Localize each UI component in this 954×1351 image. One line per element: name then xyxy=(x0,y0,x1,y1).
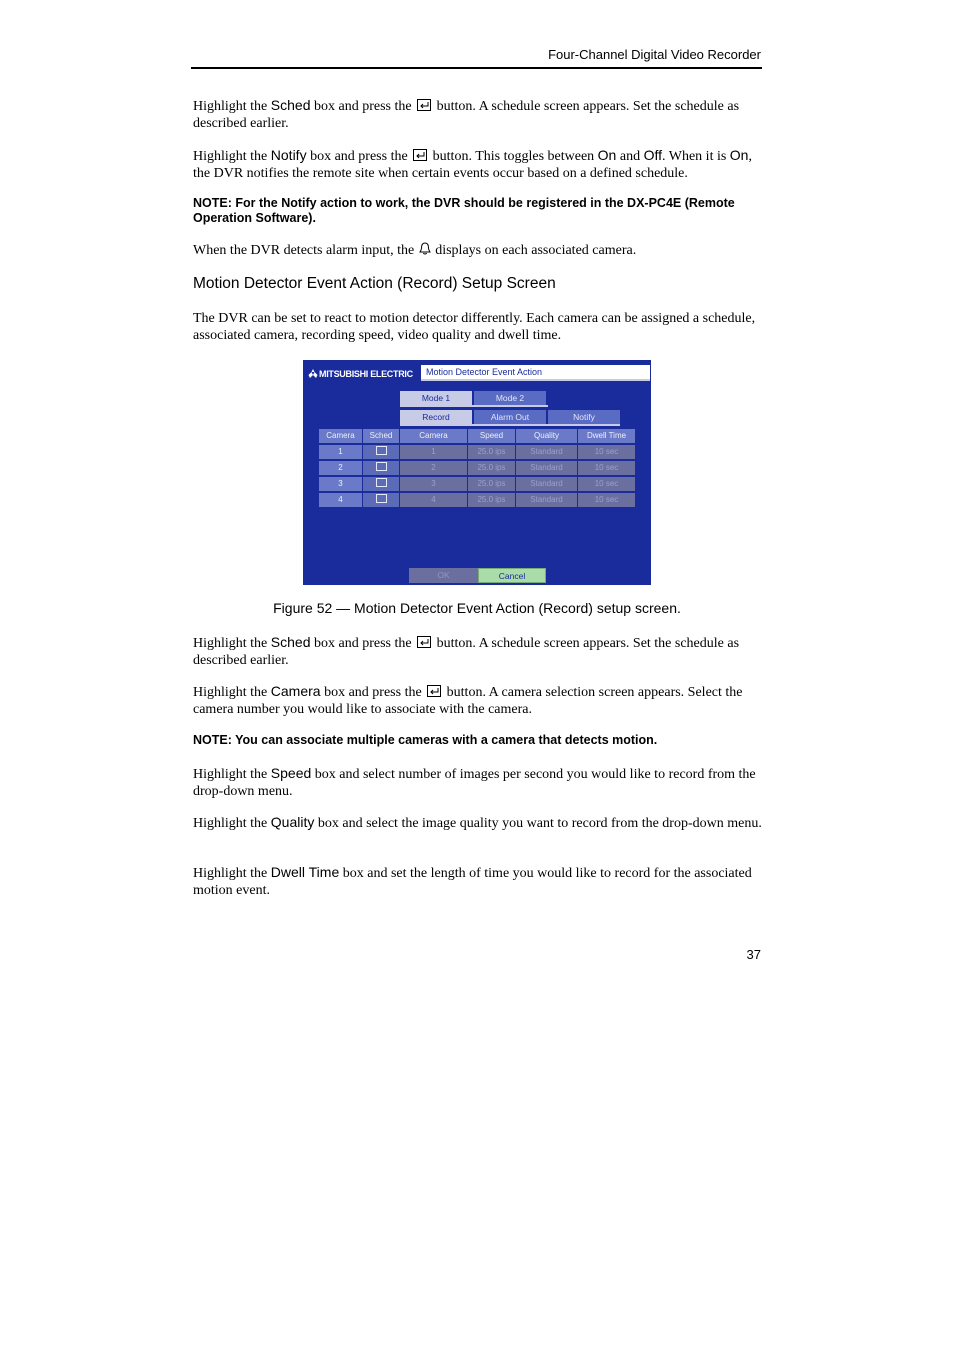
assoc-camera-cell[interactable]: 3 xyxy=(400,477,467,491)
dvr-title: Motion Detector Event Action xyxy=(421,365,650,379)
quality-cell[interactable]: Standard xyxy=(516,477,577,491)
paragraph-dwell-time xyxy=(193,864,768,899)
quality-cell[interactable]: Standard xyxy=(516,445,577,459)
text: box and press the xyxy=(310,636,416,651)
page-number: 37 xyxy=(746,947,761,962)
text: button. This toggles between xyxy=(429,149,598,164)
paragraph-speed xyxy=(193,765,768,800)
row-camera-number: 1 xyxy=(319,445,362,459)
column-header-camera: Camera xyxy=(319,429,362,443)
text: Highlight the xyxy=(193,816,271,831)
speed-cell[interactable]: 25.0 ips xyxy=(468,477,515,491)
section-heading: Motion Detector Event Action (Record) Setup Screen xyxy=(193,275,556,292)
paragraph-sched-1 xyxy=(193,97,768,132)
column-header-assoc-camera: Camera xyxy=(400,429,467,443)
text: Highlight the xyxy=(193,767,271,782)
mitsubishi-logo-icon xyxy=(308,369,318,378)
row-camera-number: 2 xyxy=(319,461,362,475)
quality-cell[interactable]: Standard xyxy=(516,493,577,507)
assoc-camera-cell[interactable]: 2 xyxy=(400,461,467,475)
text: Highlight the xyxy=(193,149,271,164)
enter-button-icon xyxy=(417,99,431,111)
paragraph-intro: The DVR can be set to react to motion detector differently. Each camera can be assigned a schedule, associated camera, recording speed, video quality and dwell time. xyxy=(193,311,756,343)
keyword-off: Off xyxy=(643,147,662,163)
tab-underline xyxy=(400,424,620,426)
sched-cell[interactable] xyxy=(363,445,399,459)
column-header-quality: Quality xyxy=(516,429,577,443)
column-header-sched: Sched xyxy=(363,429,399,443)
tab-mode-2[interactable]: Mode 2 xyxy=(474,391,546,405)
speed-cell[interactable]: 25.0 ips xyxy=(468,445,515,459)
text: box and press the xyxy=(320,685,426,700)
text: and xyxy=(616,149,644,164)
dwell-time-cell[interactable]: 10 sec xyxy=(578,445,635,459)
sched-cell[interactable] xyxy=(363,461,399,475)
keyword-sched: Sched xyxy=(270,97,311,113)
tab-alarm-out[interactable]: Alarm Out xyxy=(474,410,546,424)
cancel-button[interactable]: Cancel xyxy=(478,568,546,583)
text: Highlight the xyxy=(193,866,271,881)
speed-cell[interactable]: 25.0 ips xyxy=(468,493,515,507)
keyword-sched: Sched xyxy=(270,634,311,650)
text: box and select the image quality you want to record from the drop-down menu. xyxy=(314,816,762,831)
text: displays on each associated camera. xyxy=(431,243,637,258)
enter-button-icon xyxy=(427,685,441,697)
note-associate: NOTE: You can associate multiple cameras with a camera that detects motion. xyxy=(193,733,658,747)
text: box and press the xyxy=(310,99,416,114)
header-title: Four-Channel Digital Video Recorder xyxy=(548,47,761,62)
row-camera-number: 4 xyxy=(319,493,362,507)
text: . When it is xyxy=(662,149,730,164)
keyword-on: On xyxy=(729,147,749,163)
speed-cell[interactable]: 25.0 ips xyxy=(468,461,515,475)
sched-cell[interactable] xyxy=(363,477,399,491)
assoc-camera-cell[interactable]: 1 xyxy=(400,445,467,459)
text: , the DVR notifies the remote site when certain events occur based on a defined schedule. xyxy=(193,149,752,181)
text: Highlight the xyxy=(193,636,271,651)
figure-caption: Figure 52 — Motion Detector Event Action (Record) setup screen. xyxy=(273,600,681,616)
text: button. A schedule screen appears. Set the schedule as described earlier. xyxy=(193,636,740,668)
note-notify: NOTE: For the Notify action to work, the DVR should be registered in the DX-PC4E (Remote Operation Software). xyxy=(193,196,735,225)
schedule-icon xyxy=(376,494,387,503)
keyword-notify: Notify xyxy=(270,147,307,163)
keyword-speed: Speed xyxy=(270,765,312,781)
keyword-on: On xyxy=(597,147,617,163)
paragraph-camera xyxy=(193,683,768,718)
header-rule xyxy=(191,67,762,69)
schedule-icon xyxy=(376,462,387,471)
text: box and press the xyxy=(306,149,412,164)
tab-notify[interactable]: Notify xyxy=(548,410,620,424)
text: button. A schedule screen appears. Set the schedule as described earlier. xyxy=(193,99,740,131)
mitsubishi-logo xyxy=(308,369,413,379)
assoc-camera-cell[interactable]: 4 xyxy=(400,493,467,507)
paragraph-notify xyxy=(193,147,768,182)
enter-button-icon xyxy=(417,636,431,648)
paragraph-alarm xyxy=(193,242,768,261)
logo-text: MITSUBISHI ELECTRIC xyxy=(319,369,413,379)
text: Highlight the xyxy=(193,99,271,114)
schedule-icon xyxy=(376,478,387,487)
dwell-time-cell[interactable]: 10 sec xyxy=(578,461,635,475)
text: button. A camera selection screen appears. Select the camera number you would like to associate with the camera. xyxy=(193,685,743,717)
column-header-dwell-time: Dwell Time xyxy=(578,429,635,443)
dwell-time-cell[interactable]: 10 sec xyxy=(578,477,635,491)
tab-underline xyxy=(400,405,548,407)
text: box and set the length of time you would like to record for the associated motion event. xyxy=(193,866,752,898)
ok-button[interactable]: OK xyxy=(409,568,478,583)
tab-mode-1[interactable]: Mode 1 xyxy=(400,391,472,405)
tab-record[interactable]: Record xyxy=(400,410,472,424)
paragraph-sched-2 xyxy=(193,634,768,669)
alarm-bell-icon xyxy=(419,242,431,261)
text: Highlight the xyxy=(193,685,271,700)
enter-button-icon xyxy=(413,149,427,161)
dwell-time-cell[interactable]: 10 sec xyxy=(578,493,635,507)
dvr-titlebar xyxy=(421,365,650,381)
column-header-speed: Speed xyxy=(468,429,515,443)
keyword-dwell-time: Dwell Time xyxy=(270,864,340,880)
text: When the DVR detects alarm input, the xyxy=(193,243,418,258)
quality-cell[interactable]: Standard xyxy=(516,461,577,475)
dvr-setup-screen xyxy=(303,360,651,585)
paragraph-quality xyxy=(193,814,768,833)
keyword-camera: Camera xyxy=(270,683,321,699)
text: box and select number of images per second you would like to record from the drop-down menu. xyxy=(193,767,756,799)
keyword-quality: Quality xyxy=(270,814,315,830)
schedule-icon xyxy=(376,446,387,455)
sched-cell[interactable] xyxy=(363,493,399,507)
row-camera-number: 3 xyxy=(319,477,362,491)
